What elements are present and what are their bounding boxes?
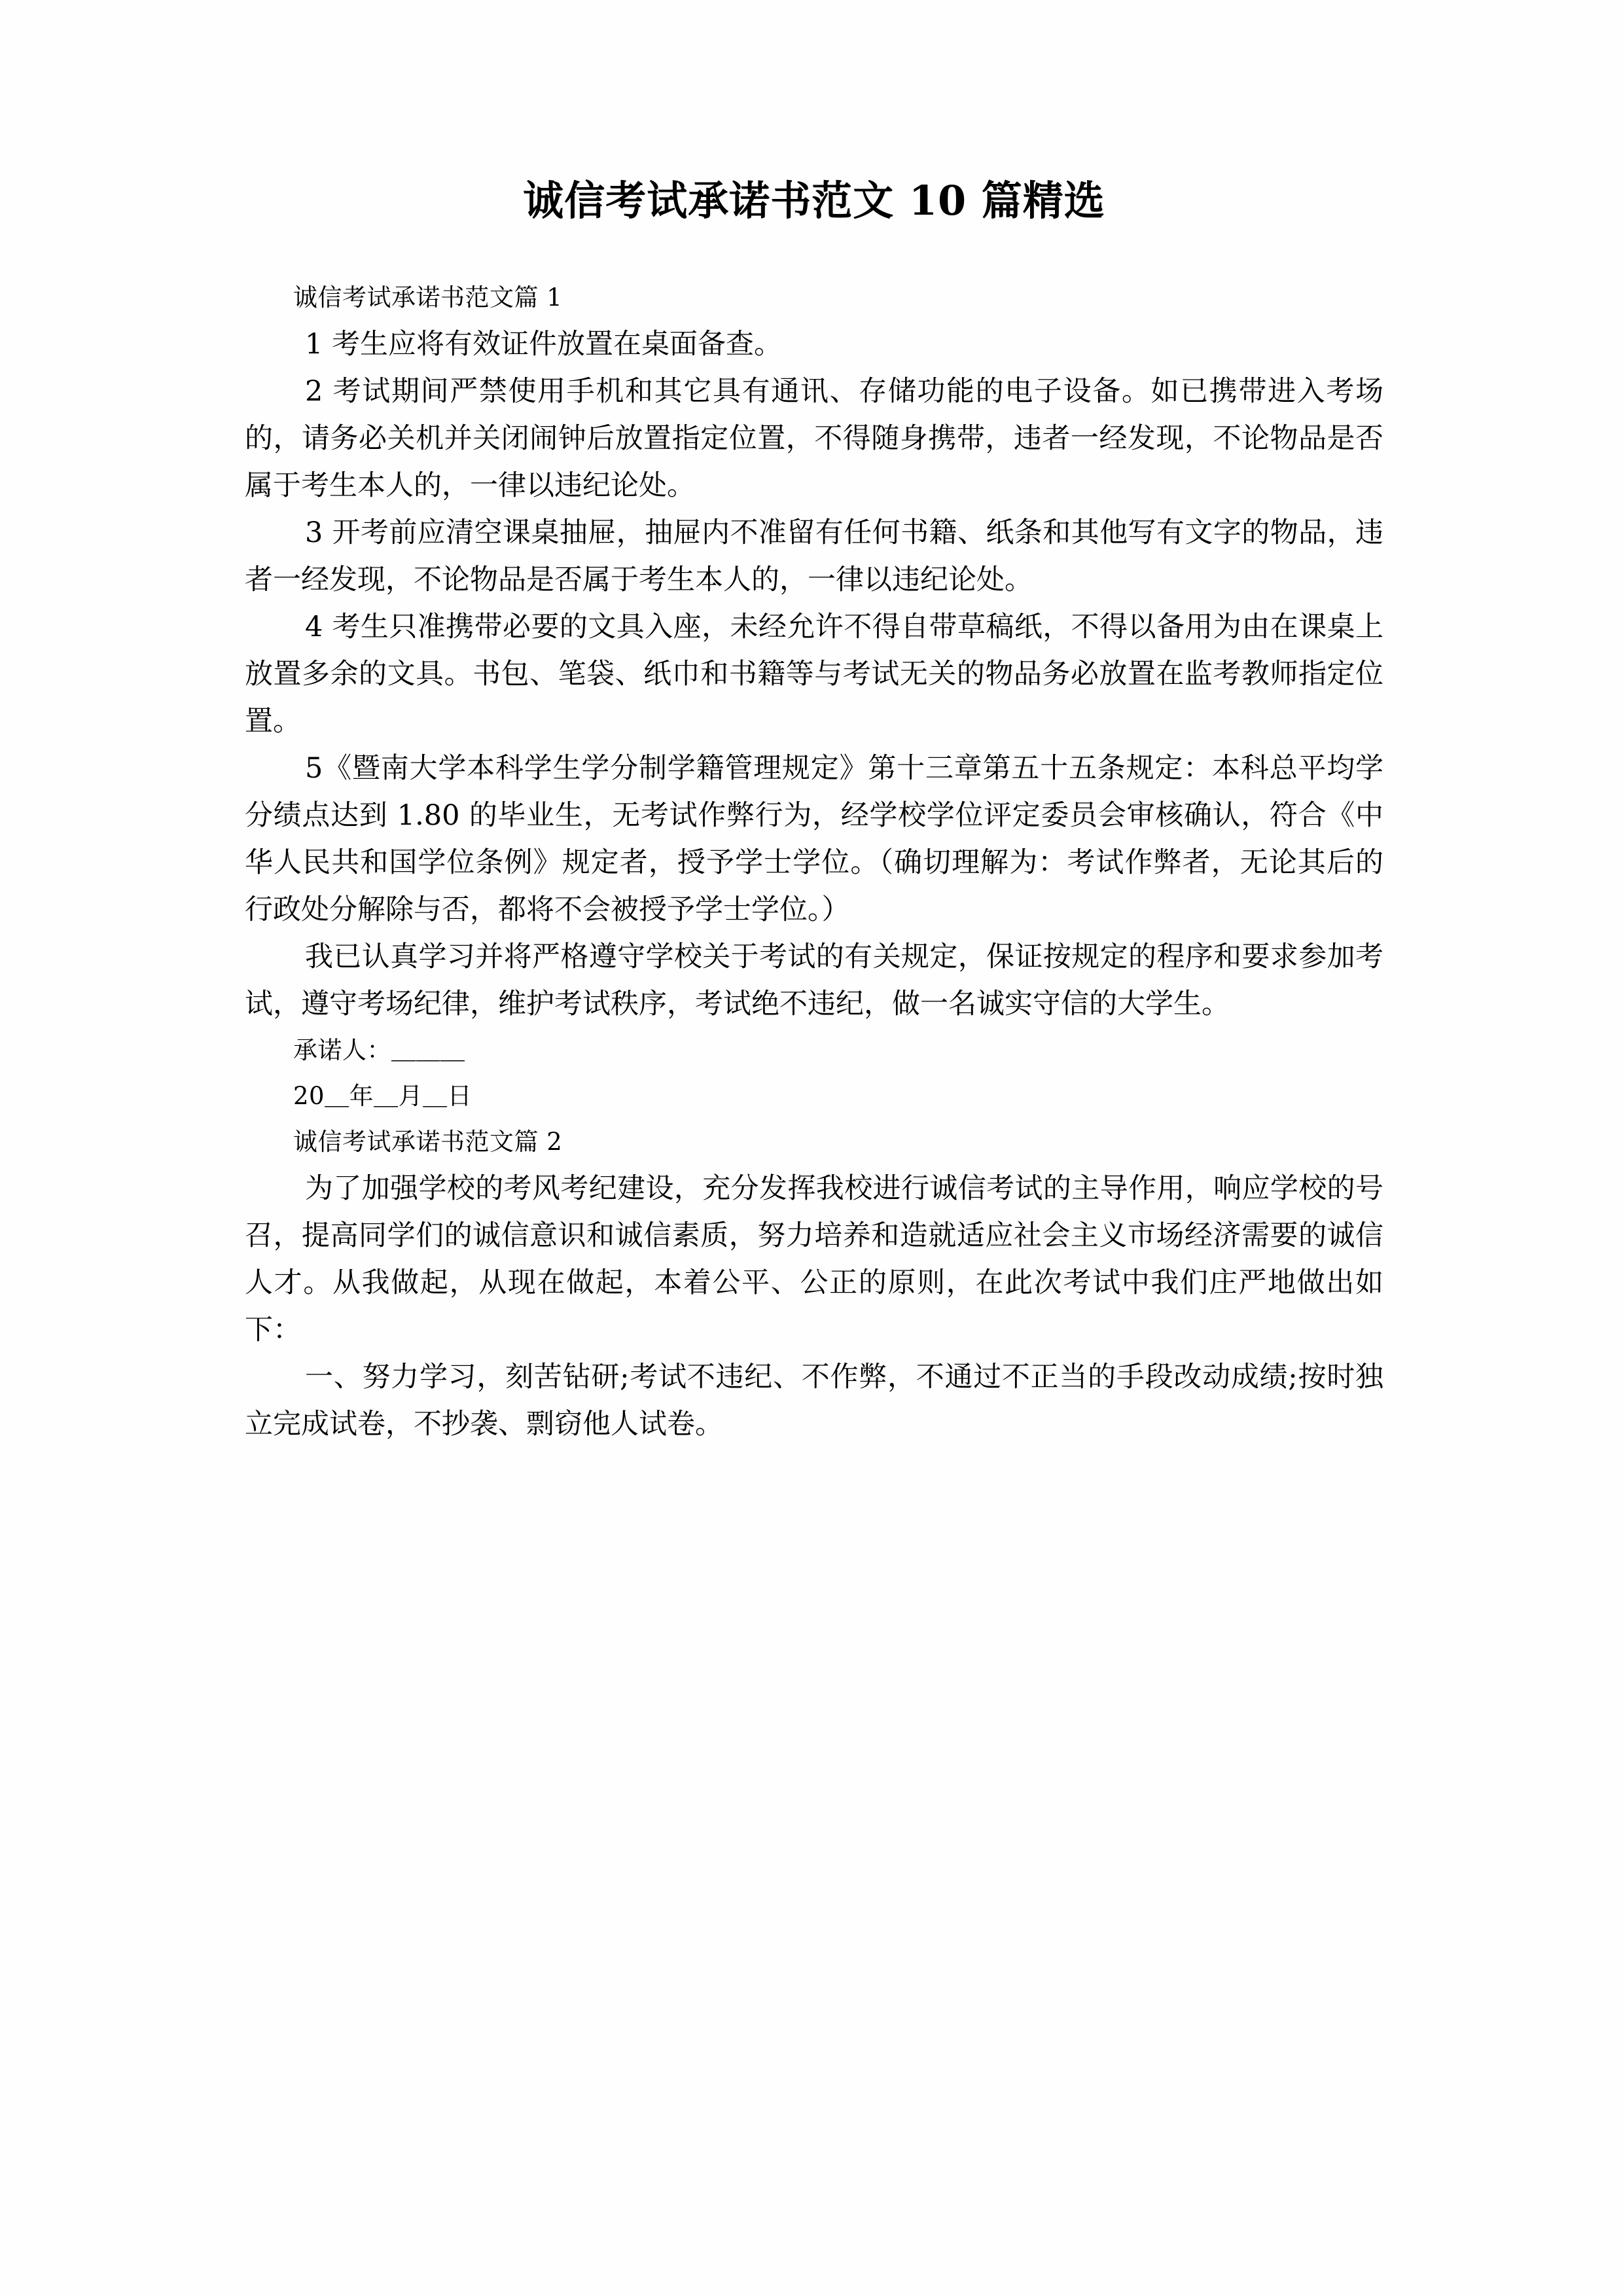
body-paragraph: 为了加强学校的考风考纪建设，充分发挥我校进行诚信考试的主导作用，响应学校的号召，提高同学们的诚信意识和诚信素质，努力培养和造就适应社会主义市场经济需要的诚信人才。从我做起，从现在做起，本着公平、公正的原则，在此次考试中我们庄严地做出如下： [245, 1172, 1383, 1346]
body-paragraph: 1 考生应将有效证件放置在桌面备查。 [305, 327, 783, 361]
section-heading: 诚信考试承诺书范文篇 2 [293, 1127, 563, 1156]
signature-line: 承诺人：＿＿＿ [293, 1035, 465, 1064]
signature-line: 20＿年＿月＿日 [293, 1081, 473, 1110]
body-paragraph: 3 开考前应清空课桌抽屉，抽屉内不准留有任何书籍、纸条和其他写有文字的物品，违者一经发现，不论物品是否属于考生本人的，一律以违纪论处。 [245, 516, 1383, 596]
body-paragraph: 我已认真学习并将严格遵守学校关于考试的有关规定，保证按规定的程序和要求参加考试，遵守考场纪律，维护考试秩序，考试绝不违纪，做一名诚实守信的大学生。 [245, 940, 1383, 1020]
section-heading: 诚信考试承诺书范文篇 1 [293, 283, 563, 312]
document-content [245, 175, 1383, 1448]
page-title: 诚信考试承诺书范文 10 篇精选 [523, 177, 1105, 224]
body-paragraph: 4 考生只准携带必要的文具入座，未经允许不得自带草稿纸，不得以备用为由在课桌上放置多余的文具。书包、笔袋、纸巾和书籍等与考试无关的物品务必放置在监考教师指定位置。 [245, 610, 1383, 738]
body-paragraph: 一、努力学习，刻苦钻研;考试不违纪、不作弊，不通过不正当的手段改动成绩;按时独立完成试卷，不抄袭、剽窃他人试卷。 [245, 1360, 1383, 1441]
body-paragraph: 2 考试期间严禁使用手机和其它具有通讯、存储功能的电子设备。如已携带进入考场的，请务必关机并关闭闹钟后放置指定位置，不得随身携带，违者一经发现，不论物品是否属于考生本人的，一律以违纪论处。 [245, 374, 1383, 502]
document-body [245, 275, 1383, 1448]
body-paragraph: 5《暨南大学本科学生学分制学籍管理规定》第十三章第五十五条规定：本科总平均学分绩点达到 1.80 的毕业生，无考试作弊行为，经学校学位评定委员会审核确认，符合《中华人民共和国学位条例》规定者，授予学士学位。（确切理解为：考试作弊者，无论其后的行政处分解除与否，都将不会被授予学士学位。） [245, 751, 1383, 926]
